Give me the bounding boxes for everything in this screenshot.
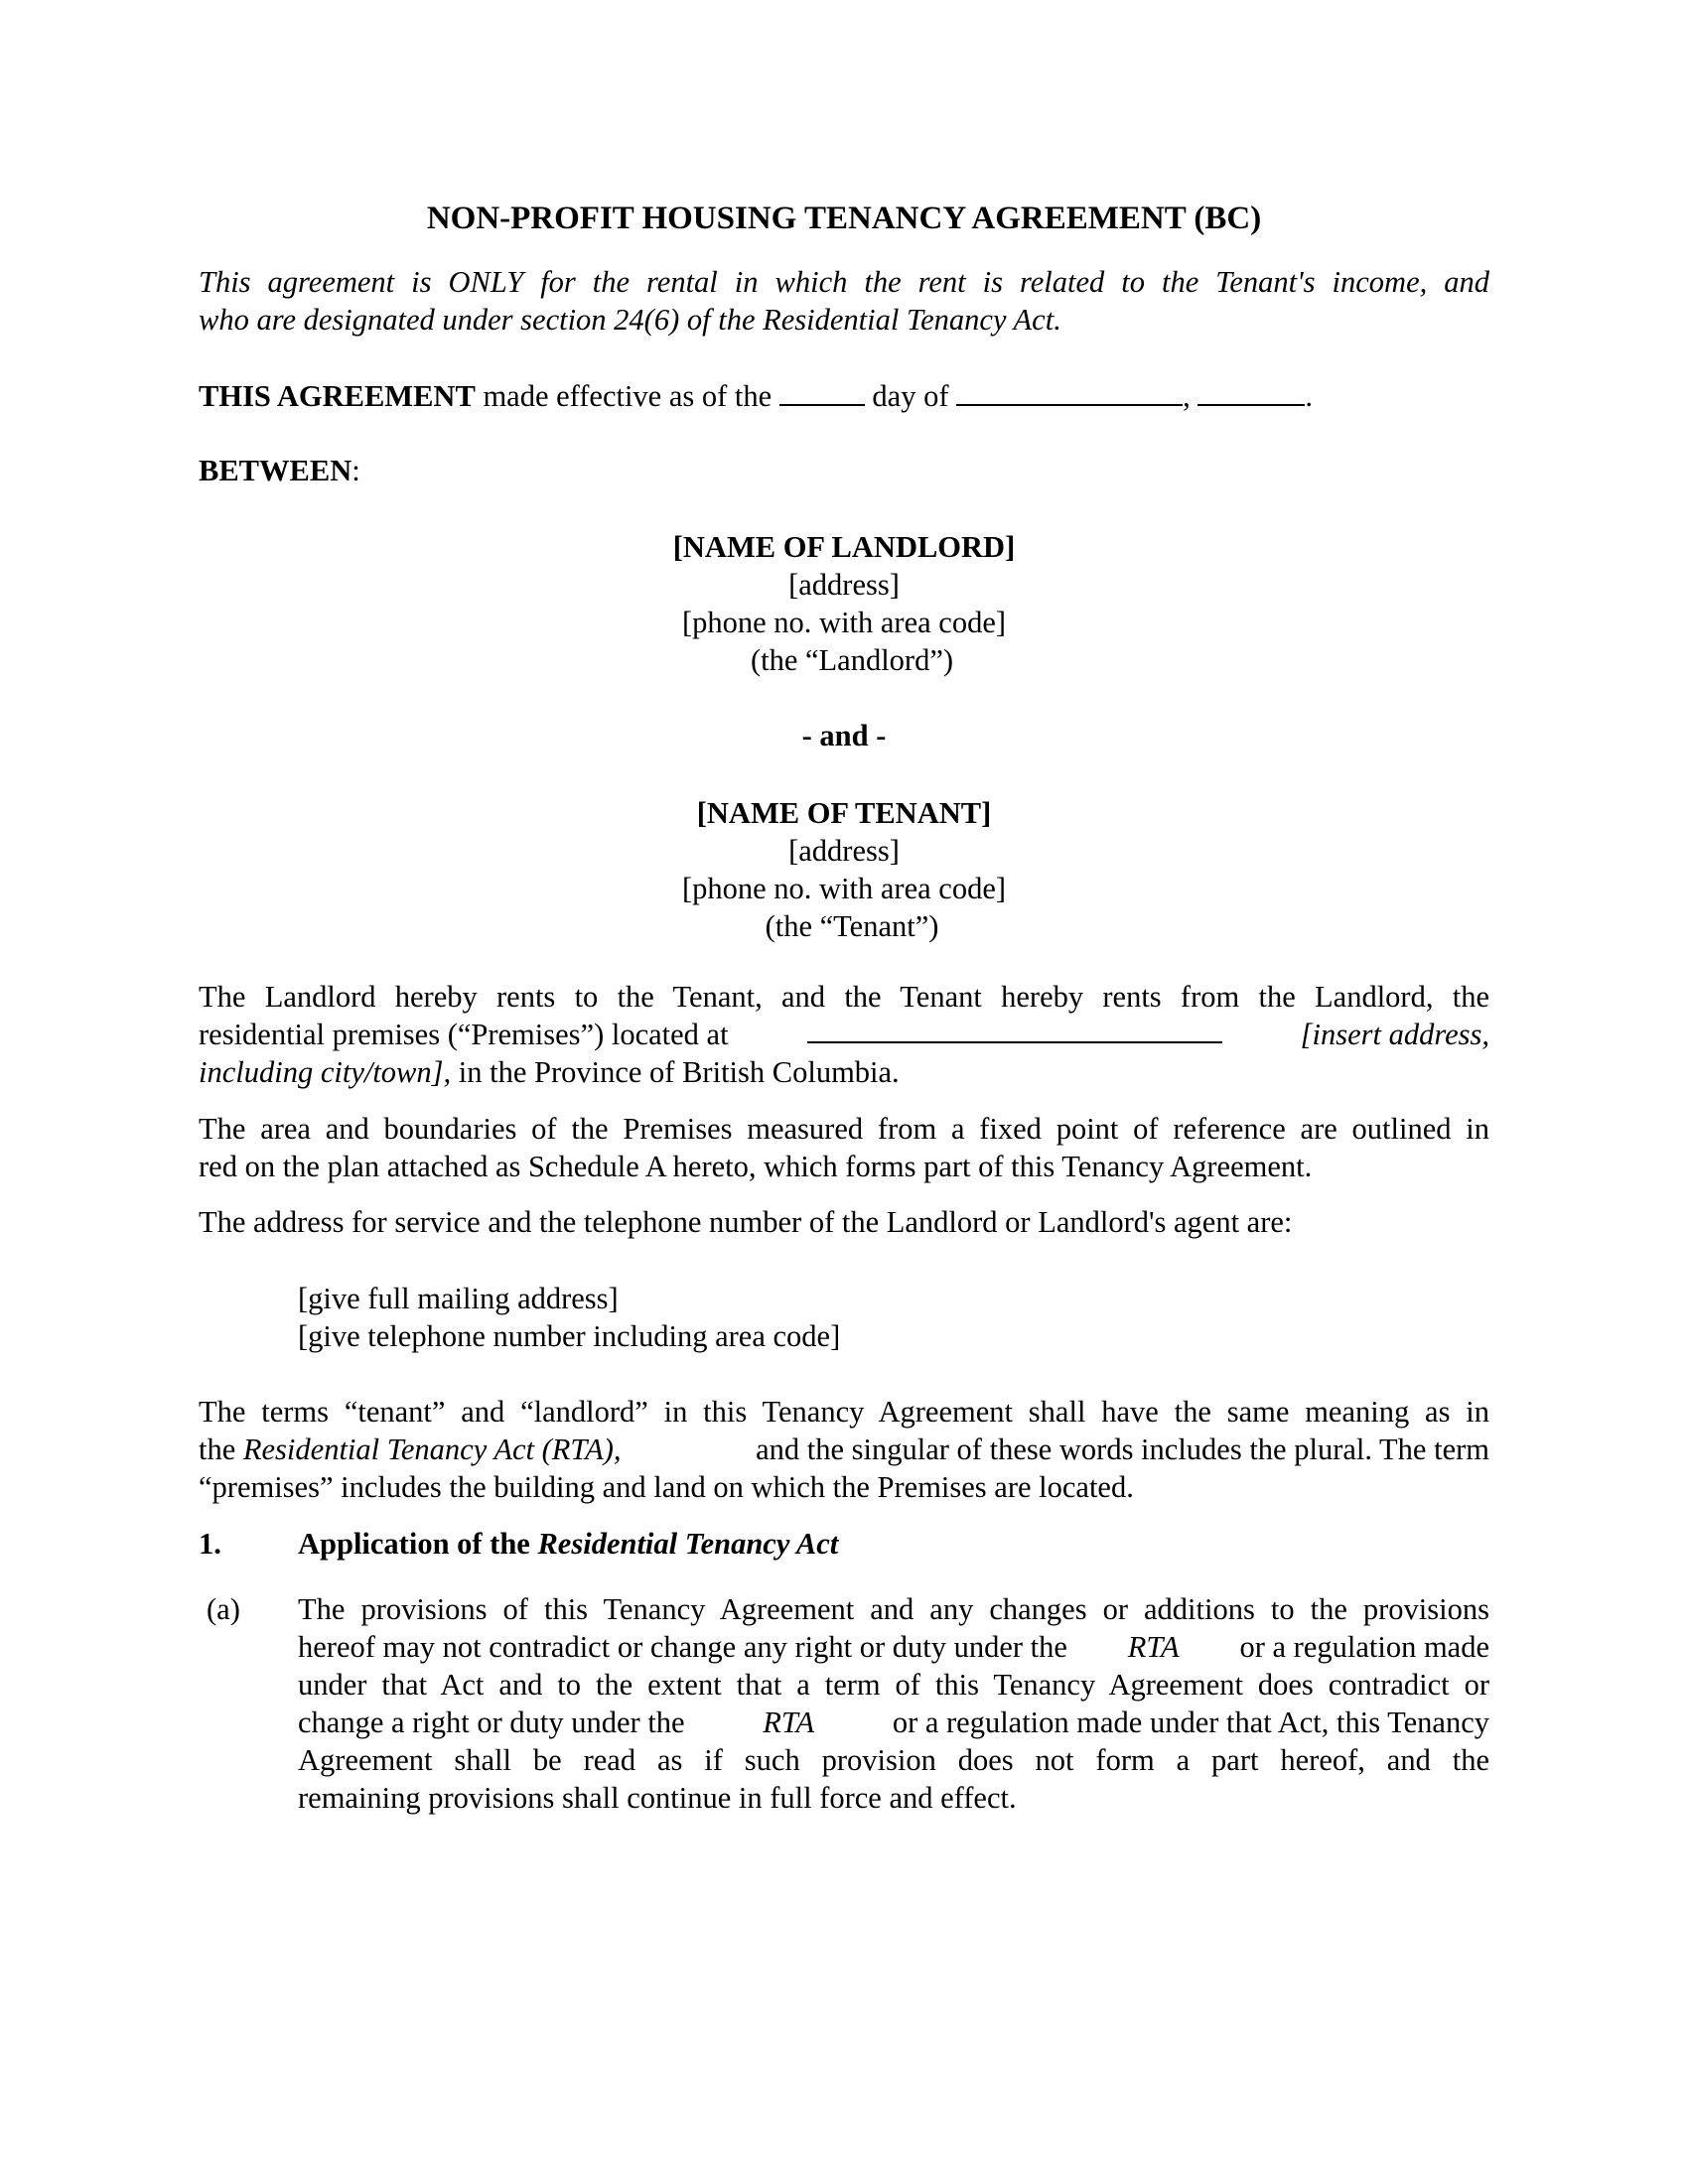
effective-text-2: day of bbox=[872, 379, 949, 413]
clause-a-line-5: Agreement shall be read as if such provision does not form a part hereof, and the bbox=[298, 1743, 1489, 1777]
rent-line-2-text: residential premises (“Premises”) located at bbox=[199, 1018, 729, 1051]
effective-sep: , bbox=[1183, 379, 1191, 413]
tenant-address: [address] bbox=[788, 834, 900, 868]
rent-paragraph bbox=[199, 978, 1489, 1091]
section-1-heading bbox=[199, 1525, 1489, 1563]
tenant-block bbox=[199, 794, 1489, 945]
section-1-number: 1. bbox=[199, 1527, 221, 1561]
subtitle-line-2: who are designated under section 24(6) of the Residential Tenancy Act. bbox=[199, 303, 1061, 337]
landlord-role: (the “Landlord”) bbox=[750, 643, 954, 677]
telephone-item: [give telephone number including area code] bbox=[298, 1319, 841, 1353]
tenant-phone: [phone no. with area code] bbox=[681, 872, 1007, 905]
subtitle-line-1: This agreement is ONLY for the rental in which the rent is related to the Tenant's income, and bbox=[199, 265, 1489, 299]
terms-line-1: The terms “tenant” and “landlord” in this Tenancy Agreement shall have the same meaning as in bbox=[199, 1395, 1489, 1429]
clause-a-line-4 bbox=[298, 1704, 1489, 1741]
premises-address-blank[interactable] bbox=[807, 1016, 1222, 1043]
clause-a-line-4-b: or a regulation made under that Act, this Tenancy bbox=[892, 1706, 1489, 1739]
area-line-2: red on the plan attached as Schedule A hereto, which forms part of this Tenancy Agreement. bbox=[199, 1150, 1313, 1183]
clause-a-line-2-b: or a regulation made bbox=[1239, 1630, 1489, 1664]
clause-a-line-6: remaining provisions shall continue in full force and effect. bbox=[298, 1781, 1017, 1815]
document-title: NON-PROFIT HOUSING TENANCY AGREEMENT (BC) bbox=[426, 201, 1262, 236]
between-label: BETWEEN bbox=[199, 454, 352, 487]
effective-date-line bbox=[199, 377, 1313, 415]
year-blank[interactable] bbox=[1197, 378, 1305, 406]
tenant-name: [NAME OF TENANT] bbox=[696, 796, 992, 830]
clause-a-line-2-italic: RTA bbox=[1127, 1630, 1180, 1664]
landlord-address: [address] bbox=[788, 568, 900, 602]
clause-a-line-2-a: hereof may not contradict or change any right or duty under the bbox=[298, 1630, 1067, 1664]
landlord-block bbox=[199, 528, 1489, 679]
terms-line-2-b: and the singular of these words includes the plural. The term bbox=[756, 1433, 1489, 1466]
clause-a-line-4-italic: RTA bbox=[763, 1706, 815, 1739]
clause-a-line-3: under that Act and to the extent that a term of this Tenancy Agreement does contradict or bbox=[298, 1668, 1489, 1702]
effective-end: . bbox=[1305, 379, 1313, 413]
effective-label: THIS AGREEMENT bbox=[199, 379, 476, 413]
between-colon: : bbox=[352, 454, 360, 487]
effective-text-1: made effective as of the bbox=[483, 379, 773, 413]
clause-a-line-2 bbox=[298, 1628, 1489, 1666]
between-heading bbox=[199, 452, 360, 489]
rent-line-2-italic: [insert address, bbox=[1300, 1018, 1489, 1051]
mailing-address-item: [give full mailing address] bbox=[298, 1282, 619, 1315]
section-1-heading-italic: Residential Tenancy Act bbox=[537, 1527, 839, 1561]
terms-line-2-a: the bbox=[199, 1433, 236, 1466]
landlord-phone: [phone no. with area code] bbox=[681, 606, 1007, 639]
landlord-name: [NAME OF LANDLORD] bbox=[672, 530, 1016, 564]
terms-line-2-italic: Residential Tenancy Act (RTA), bbox=[242, 1433, 622, 1466]
terms-line-3: “premises” includes the building and land on which the Premises are located. bbox=[199, 1470, 1134, 1504]
subtitle bbox=[199, 263, 1489, 339]
rent-line-3-text: in the Province of British Columbia. bbox=[458, 1055, 900, 1089]
area-line-1: The area and boundaries of the Premises measured from a fixed point of reference are outlined in bbox=[199, 1112, 1489, 1146]
clause-a-label: (a) bbox=[207, 1592, 240, 1626]
address-items bbox=[298, 1280, 840, 1355]
clause-a bbox=[298, 1590, 1489, 1817]
terms-line-2 bbox=[199, 1431, 1489, 1468]
address-paragraph: The address for service and the telephone number of the Landlord or Landlord's agent are: bbox=[199, 1205, 1293, 1239]
clause-a-line-4-a: change a right or duty under the bbox=[298, 1706, 685, 1739]
section-1-heading-text: Application of the bbox=[298, 1527, 530, 1561]
area-paragraph bbox=[199, 1110, 1489, 1185]
day-blank[interactable] bbox=[779, 378, 865, 406]
clause-a-line-1: The provisions of this Tenancy Agreement and any changes or additions to the provisions bbox=[298, 1592, 1489, 1626]
terms-paragraph bbox=[199, 1393, 1489, 1506]
month-blank[interactable] bbox=[956, 378, 1183, 406]
rent-line-3-italic: including city/town], bbox=[199, 1055, 452, 1089]
rent-line-3 bbox=[199, 1053, 1489, 1091]
rent-line-1: The Landlord hereby rents to the Tenant, and the Tenant hereby rents from the Landlord, the bbox=[199, 980, 1489, 1014]
and-separator: - and - bbox=[801, 719, 887, 752]
rent-line-2 bbox=[199, 1016, 1489, 1053]
tenant-role: (the “Tenant”) bbox=[765, 909, 939, 943]
